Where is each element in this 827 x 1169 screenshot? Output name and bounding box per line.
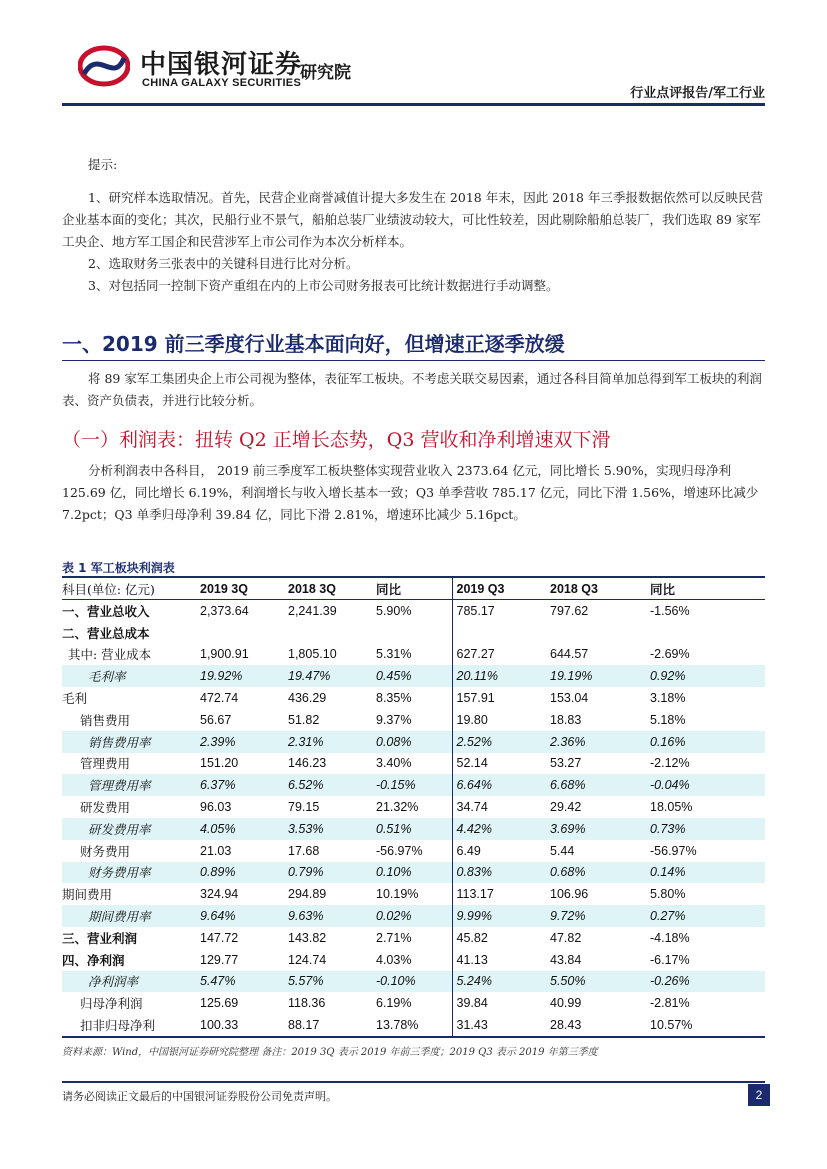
table-cell: 88.17 bbox=[288, 1014, 376, 1037]
brand-name-cn: 中国银河证券 bbox=[140, 50, 303, 80]
table-cell: -2.81% bbox=[650, 996, 690, 1011]
column-header: 2019 3Q bbox=[200, 577, 288, 600]
row-label: 期间费用 bbox=[62, 887, 113, 903]
table-cell: -56.97% bbox=[650, 843, 697, 858]
table-cell: 0.16% bbox=[650, 731, 765, 753]
table-row bbox=[62, 818, 765, 840]
table-cell: -4.18% bbox=[650, 930, 690, 945]
table-row bbox=[62, 644, 765, 666]
table-cell: 0.51% bbox=[376, 818, 452, 840]
table-row bbox=[62, 665, 765, 687]
table-cell: 6.37% bbox=[200, 774, 288, 796]
table-cell: 5.24% bbox=[452, 971, 550, 993]
table-cell: 5.90% bbox=[376, 603, 412, 618]
table-cell: 19.47% bbox=[288, 665, 376, 687]
table-cell: 4.42% bbox=[452, 818, 550, 840]
table-cell: 2.36% bbox=[550, 731, 650, 753]
table-cell: 6.52% bbox=[288, 774, 376, 796]
table-cell: 5.18% bbox=[650, 712, 686, 727]
column-header: 2019 Q3 bbox=[452, 577, 550, 600]
table-cell: 124.74 bbox=[288, 952, 327, 967]
table-cell: 146.23 bbox=[288, 756, 327, 771]
notes-label: 提示: bbox=[88, 157, 118, 172]
table-row bbox=[62, 949, 765, 971]
table-cell: 0.89% bbox=[200, 862, 288, 884]
table-cell: 96.03 bbox=[200, 800, 232, 815]
table-cell: 324.94 bbox=[200, 887, 239, 902]
table-cell: 5.57% bbox=[288, 971, 376, 993]
table-row bbox=[62, 731, 765, 753]
column-header: 科目(单位: 亿元) bbox=[62, 577, 200, 600]
table-cell: -2.12% bbox=[650, 756, 690, 771]
table-cell: 10.57% bbox=[650, 1014, 765, 1037]
table-cell: 21.32% bbox=[376, 800, 419, 815]
row-label: 销售费用 bbox=[80, 712, 131, 728]
row-label: 研发费用率 bbox=[62, 818, 200, 840]
table-cell: -2.69% bbox=[650, 647, 690, 662]
section-heading: 一、2019 前三季度行业基本面向好，但增速正逐季放缓 bbox=[62, 332, 565, 356]
table-cell: 3.53% bbox=[288, 818, 376, 840]
table-cell: 2.71% bbox=[376, 930, 412, 945]
table-cell: 3.18% bbox=[650, 691, 686, 706]
table-cell: 5.31% bbox=[376, 647, 412, 662]
table-cell bbox=[200, 622, 288, 644]
table-cell: 0.27% bbox=[650, 905, 765, 927]
row-label: 研发费用 bbox=[80, 800, 131, 816]
table-title: 表 1 军工板块利润表 bbox=[62, 561, 175, 575]
table-source-note: 资料来源：Wind，中国银河证券研究院整理 备注：2019 3Q 表示 2019 年前三季度；2019 Q3 表示 2019 年第三季度 bbox=[62, 1047, 598, 1058]
table-row bbox=[62, 600, 765, 622]
table-cell: 0.73% bbox=[650, 818, 765, 840]
table-cell: 151.20 bbox=[200, 756, 239, 771]
table-cell: 45.82 bbox=[452, 927, 550, 949]
table-cell: 41.13 bbox=[452, 949, 550, 971]
brand-name-en: CHINA GALAXY SECURITIES bbox=[142, 77, 302, 89]
row-label: 二、营业总成本 bbox=[62, 625, 150, 641]
row-label: 净利润率 bbox=[62, 971, 200, 993]
section-intro-text: 将 89 家军工集团央企上市公司视为整体，表征军工板块。不考虑关联交易因素，通过各科目简单加总得到军工板块的利润表、资产负债表，并进行比较分析。 bbox=[62, 371, 762, 408]
table-cell: 53.27 bbox=[550, 756, 582, 771]
table-row bbox=[62, 862, 765, 884]
report-type-label: 行业点评报告/军工行业 bbox=[630, 86, 765, 101]
table-cell: 6.19% bbox=[376, 996, 412, 1011]
table-row bbox=[62, 992, 765, 1014]
table-cell: 31.43 bbox=[452, 1014, 550, 1037]
table-cell: 0.10% bbox=[376, 862, 452, 884]
table-cell: 5.44 bbox=[550, 843, 575, 858]
table-cell: -0.15% bbox=[376, 774, 452, 796]
table-cell: 118.36 bbox=[288, 996, 326, 1011]
table-cell: 472.74 bbox=[200, 691, 239, 706]
table-cell: 43.84 bbox=[550, 952, 582, 967]
table-cell: 0.83% bbox=[452, 862, 550, 884]
row-label: 管理费用 bbox=[80, 756, 131, 772]
table-cell: 3.40% bbox=[376, 756, 412, 771]
table-cell: 10.19% bbox=[376, 887, 419, 902]
table-cell bbox=[376, 622, 452, 644]
row-label: 归母净利润 bbox=[80, 996, 143, 1012]
table-row bbox=[62, 927, 765, 949]
page-number: 2 bbox=[748, 1084, 770, 1106]
row-label: 一、营业总收入 bbox=[62, 603, 150, 619]
row-label: 毛利率 bbox=[62, 665, 200, 687]
table-cell: 4.05% bbox=[200, 818, 288, 840]
table-cell: 19.80 bbox=[452, 709, 550, 731]
column-header: 2018 3Q bbox=[288, 577, 376, 600]
table-cell: 20.11% bbox=[452, 665, 550, 687]
table-cell: -56.97% bbox=[376, 843, 423, 858]
notes-block bbox=[62, 154, 765, 297]
table-header-row bbox=[62, 577, 765, 600]
table-cell: 4.03% bbox=[376, 952, 412, 967]
table-cell: 19.92% bbox=[200, 665, 288, 687]
column-header: 同比 bbox=[650, 577, 765, 600]
table-cell: 106.96 bbox=[550, 887, 589, 902]
table-cell: 2.52% bbox=[452, 731, 550, 753]
table-cell: 9.72% bbox=[550, 905, 650, 927]
table-cell: 18.83 bbox=[550, 712, 582, 727]
table-cell: 5.47% bbox=[200, 971, 288, 993]
table-cell: -1.56% bbox=[650, 603, 690, 618]
table-cell: 29.42 bbox=[550, 800, 582, 815]
row-label: 财务费用 bbox=[80, 843, 131, 859]
table-row bbox=[62, 753, 765, 775]
table-cell: 39.84 bbox=[452, 992, 550, 1014]
table-cell: 0.68% bbox=[550, 862, 650, 884]
note-item: 2、选取财务三张表中的关键科目进行比对分析。 bbox=[88, 256, 359, 271]
table-cell: 6.49 bbox=[452, 840, 550, 862]
table-cell: 6.64% bbox=[452, 774, 550, 796]
table-cell: 34.74 bbox=[452, 796, 550, 818]
table-cell: 6.68% bbox=[550, 774, 650, 796]
row-label: 扣非归母净利 bbox=[62, 1014, 200, 1037]
table-cell: 129.77 bbox=[200, 952, 239, 967]
table-cell: 8.35% bbox=[376, 691, 412, 706]
section-intro bbox=[62, 368, 765, 412]
table-cell: -6.17% bbox=[650, 952, 690, 967]
table-cell: -0.04% bbox=[650, 774, 765, 796]
table-cell: 40.99 bbox=[550, 996, 582, 1011]
table-cell: 2.39% bbox=[200, 731, 288, 753]
table-cell: 157.91 bbox=[452, 687, 550, 709]
table-cell: 2.31% bbox=[288, 731, 376, 753]
table-row bbox=[62, 883, 765, 905]
institute-label: 研究院 bbox=[300, 63, 351, 83]
table-cell: 13.78% bbox=[376, 1014, 452, 1037]
table-cell: 5.50% bbox=[550, 971, 650, 993]
table-cell: 0.08% bbox=[376, 731, 452, 753]
table-cell: 100.33 bbox=[200, 1014, 288, 1037]
table-cell: 9.63% bbox=[288, 905, 376, 927]
note-item: 3、对包括同一控制下资产重组在内的上市公司财务报表可比统计数据进行手动调整。 bbox=[88, 278, 559, 293]
row-label: 四、净利润 bbox=[62, 952, 125, 968]
table-cell: 147.72 bbox=[200, 930, 239, 945]
footer-divider bbox=[62, 1081, 765, 1083]
table-cell: 143.82 bbox=[288, 930, 327, 945]
table-row bbox=[62, 840, 765, 862]
table-cell: 19.19% bbox=[550, 665, 650, 687]
row-label: 毛利 bbox=[62, 691, 88, 707]
subsection-body-text: 分析利润表中各科目， 2019 前三季度军工板块整体实现营业收入 2373.64 亿元，同比增长 5.90%，实现归母净利 125.69 亿，同比增长 6.19%，利润增长与收入增长基本一致；Q3 单季营收 785.17 亿元，同比下滑 1.56%，增速环比减少 7.2pct；Q3 单季归母净利 39.84 亿，同比下滑 2.81%，增速环比减少 5.16pct。 bbox=[62, 463, 759, 522]
table-row bbox=[62, 905, 765, 927]
disclaimer-text: 请务必阅读正文最后的中国银河证券股份公司免责声明。 bbox=[62, 1090, 337, 1103]
table-row bbox=[62, 709, 765, 731]
table-cell: 0.45% bbox=[376, 665, 452, 687]
table-cell: 0.92% bbox=[650, 665, 765, 687]
table-cell bbox=[288, 622, 376, 644]
row-label: 销售费用率 bbox=[62, 731, 200, 753]
income-statement-table bbox=[62, 576, 765, 1038]
table-cell bbox=[550, 622, 650, 644]
table-row bbox=[62, 774, 765, 796]
table-cell: -0.10% bbox=[376, 971, 452, 993]
row-label: 其中: 营业成本 bbox=[68, 647, 152, 663]
table-cell: 1,805.10 bbox=[288, 647, 337, 662]
table-cell: 125.69 bbox=[200, 996, 239, 1011]
table-cell: 2,373.64 bbox=[200, 603, 249, 618]
column-header: 2018 Q3 bbox=[550, 577, 650, 600]
section-divider bbox=[62, 360, 765, 361]
table-cell: 797.62 bbox=[550, 603, 589, 618]
table-cell bbox=[452, 622, 550, 644]
table-cell: 294.89 bbox=[288, 887, 327, 902]
table-cell: 28.43 bbox=[550, 1014, 650, 1037]
table-row bbox=[62, 1014, 765, 1037]
table-row bbox=[62, 687, 765, 709]
galaxy-logo-icon bbox=[78, 44, 130, 88]
table-cell: 18.05% bbox=[650, 800, 693, 815]
table-cell: 21.03 bbox=[200, 843, 232, 858]
table-cell: 9.37% bbox=[376, 712, 412, 727]
subsection-heading: （一）利润表：扭转 Q2 正增长态势，Q3 营收和净利增速双下滑 bbox=[62, 429, 611, 451]
table-cell: 644.57 bbox=[550, 647, 589, 662]
table-row bbox=[62, 796, 765, 818]
table-cell: 0.02% bbox=[376, 905, 452, 927]
table-cell: 785.17 bbox=[452, 600, 550, 622]
table-row bbox=[62, 971, 765, 993]
table-cell: 627.27 bbox=[452, 644, 550, 666]
table-cell: 47.82 bbox=[550, 930, 582, 945]
table-cell: -0.26% bbox=[650, 971, 765, 993]
table-cell: 113.17 bbox=[452, 883, 550, 905]
table-cell: 9.99% bbox=[452, 905, 550, 927]
row-label: 管理费用率 bbox=[62, 774, 200, 796]
table-cell bbox=[650, 622, 765, 644]
subsection-body bbox=[62, 460, 765, 526]
table-cell: 1,900.91 bbox=[200, 647, 249, 662]
table-cell: 0.14% bbox=[650, 862, 765, 884]
table-cell: 56.67 bbox=[200, 712, 232, 727]
table-cell: 436.29 bbox=[288, 691, 327, 706]
table-cell: 153.04 bbox=[550, 691, 589, 706]
table-cell: 52.14 bbox=[452, 753, 550, 775]
table-cell: 3.69% bbox=[550, 818, 650, 840]
table-cell: 9.64% bbox=[200, 905, 288, 927]
row-label: 三、营业利润 bbox=[62, 930, 138, 946]
table-cell: 79.15 bbox=[288, 800, 320, 815]
note-item: 1、研究样本选取情况。首先，民营企业商誉减值计提大多发生在 2018 年末，因此 2018 年三季报数据依然可以反映民营企业基本面的变化；其次，民船行业不景气，船舶总装厂业绩波动较大，可比性较差，因此剔除船舶总装厂，我们选取 89 家军工央企、地方军工国企和民营涉军上市公司作为本次分析样本。 bbox=[62, 190, 763, 249]
table-cell: 17.68 bbox=[288, 843, 320, 858]
table-cell: 51.82 bbox=[288, 712, 320, 727]
table-cell: 2,241.39 bbox=[288, 603, 337, 618]
table-cell: 0.79% bbox=[288, 862, 376, 884]
table-row bbox=[62, 622, 765, 644]
column-header: 同比 bbox=[376, 577, 452, 600]
header-divider bbox=[62, 103, 765, 106]
table-cell: 5.80% bbox=[650, 887, 686, 902]
row-label: 财务费用率 bbox=[62, 862, 200, 884]
row-label: 期间费用率 bbox=[62, 905, 200, 927]
